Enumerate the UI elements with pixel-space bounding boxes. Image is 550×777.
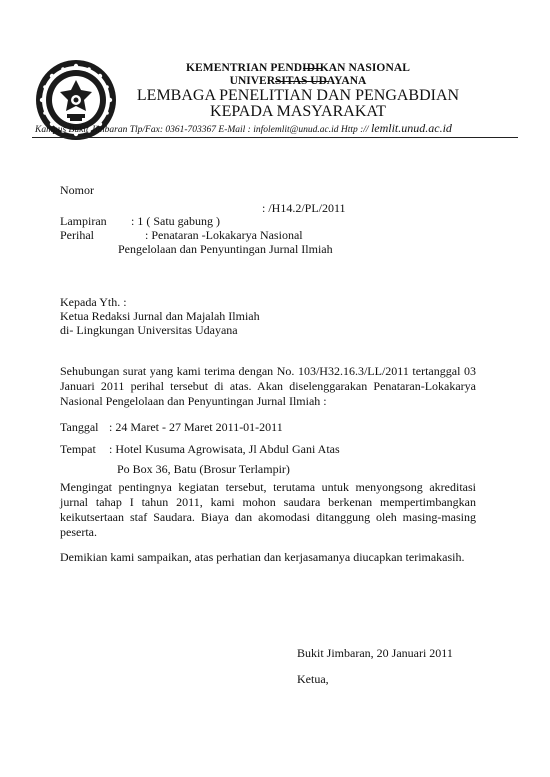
perihal-value-continued: Pengelolaan dan Penyuntingan Jurnal Ilmiah xyxy=(118,242,333,256)
perihal-value: : Penataran -Lokakarya Nasional xyxy=(145,228,303,242)
contact-line xyxy=(35,121,452,136)
ministry-name: KEMENTRIAN PENDIDIKAN NASIONAL xyxy=(185,62,411,74)
institute-name-line1: LEMBAGA PENELITIAN DAN PENGABDIAN xyxy=(136,87,460,104)
nomor-value: : /H14.2/PL/2011 xyxy=(262,201,346,215)
recipient-location: di- Lingkungan Universitas Udayana xyxy=(60,323,238,337)
tanggal-value: : 24 Maret - 27 Maret 2011-01-2011 xyxy=(109,420,283,434)
body-paragraph-2: Mengingat pentingnya kegiatan tersebut, terutama untuk menyongsong akreditasi jurnal tahap I tahun 2011, kami mohon saudara berkenan mempertimbangkan keikutsertaan staf Saudara. Biaya dan akomodasi ditanggung oleh masing-masing peserta. xyxy=(60,480,476,539)
lampiran-value: : 1 ( Satu gabung ) xyxy=(131,214,220,228)
contact-details: Kampus Bukit Jimbaran Tlp/Fax: 0361-703367 E-Mail : infolemlit@unud.ac.id Http :// xyxy=(35,125,371,135)
tempat-value-continued: Po Box 36, Batu (Brosur Terlampir) xyxy=(117,462,290,476)
tempat-value: : Hotel Kusuma Agrowisata, Jl Abdul Gani Atas xyxy=(109,442,340,456)
recipient-title: Ketua Redaksi Jurnal dan Majalah Ilmiah xyxy=(60,309,260,323)
recipient-salutation: Kepada Yth. : xyxy=(60,295,127,309)
header-divider xyxy=(32,137,518,138)
body-paragraph-1: Sehubungan surat yang kami terima dengan No. 103/H32.16.3/LL/2011 tertanggal 03 Januari 2011 perihal tersebut di atas. Akan diselenggarakan Penataran-Lokakarya Nasional Pengelolaan dan Penyuntingan Jurnal Ilmiah : xyxy=(60,364,476,408)
institute-name-line2: KEPADA MASYARAKAT xyxy=(210,103,386,120)
header-strike-mark xyxy=(303,68,321,69)
tempat-label: Tempat xyxy=(60,442,96,456)
signature-title: Ketua, xyxy=(297,672,329,686)
perihal-label: Perihal xyxy=(60,228,94,242)
tanggal-label: Tanggal xyxy=(60,420,99,434)
lampiran-label: Lampiran xyxy=(60,214,107,228)
signature-place-date: Bukit Jimbaran, 20 Januari 2011 xyxy=(297,646,453,660)
body-paragraph-3: Demikian kami sampaikan, atas perhatian dan kerjasamanya diucapkan terimakasih. xyxy=(60,550,465,564)
header-strike-mark xyxy=(275,81,329,82)
website-link[interactable]: lemlit.unud.ac.id xyxy=(370,121,452,135)
university-name: UNIVERSITAS UDAYANA xyxy=(229,75,367,87)
nomor-label: Nomor xyxy=(60,183,94,197)
